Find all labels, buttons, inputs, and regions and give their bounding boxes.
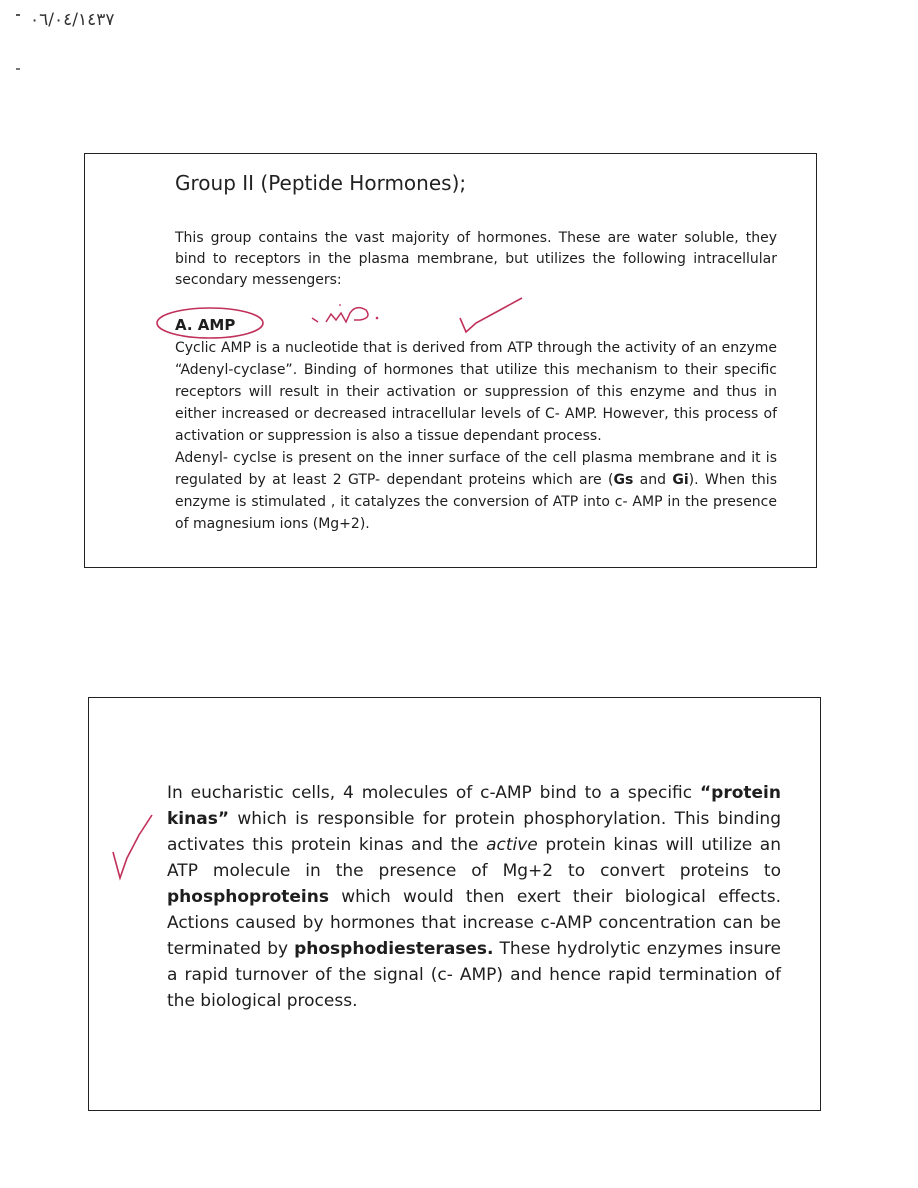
protein-kinase-paragraph: In eucharistic cells, 4 molecules of c-AMP bind to a specific “protein kinas” which is responsible for protein phosphorylation. This binding activates this protein kinas and the active protein kinas will utilize an ATP molecule in the presence of Mg+2 to convert proteins to phosphoproteins which would then exert their biological effects. Actions caused by hormones that increase c-AMP concentration can be terminated by phosphodiesterases. These hydrolytic enzymes insure a rapid turnover of the signal (c- AMP) and hence rapid termination of the biological process.	[167, 783, 781, 1011]
margin-mark	[16, 68, 20, 70]
intro-paragraph: This group contains the vast majority of hormones. These are water soluble, they bind to receptors in the plasma membrane, but utilizes the following intracellular secondary messengers:	[175, 230, 777, 288]
camp-paragraph: Cyclic AMP is a nucleotide that is derived from ATP through the activity of an enzyme “Adenyl-cyclase”. Binding of hormones that utilize this mechanism to their specific receptors will result in their activation or suppression of this enzyme and thus in either increased or decreased intracellular levels of C- AMP. However, this process of activation or suppression is also a tissue dependant process.	[175, 340, 777, 444]
handwritten-date: ٠٦/٠٤/١٤٣٧	[30, 10, 115, 30]
adenyl-cyclase-paragraph: Adenyl- cyclse is present on the inner surface of the cell plasma membrane and it is regulated by at least 2 GTP- dependant proteins which are (Gs and Gi). When this enzyme is stimulated , it catalyzes the conversion of ATP into c- AMP in the presence of magnesium ions (Mg+2).	[175, 450, 777, 532]
margin-mark	[16, 14, 20, 16]
slide-title: Group II (Peptide Hormones);	[175, 171, 467, 195]
camp-text	[175, 337, 777, 535]
slide-protein-kinase	[88, 697, 821, 1111]
section-heading-amp: A. AMP	[175, 316, 236, 334]
slide-peptide-hormones	[84, 153, 817, 568]
